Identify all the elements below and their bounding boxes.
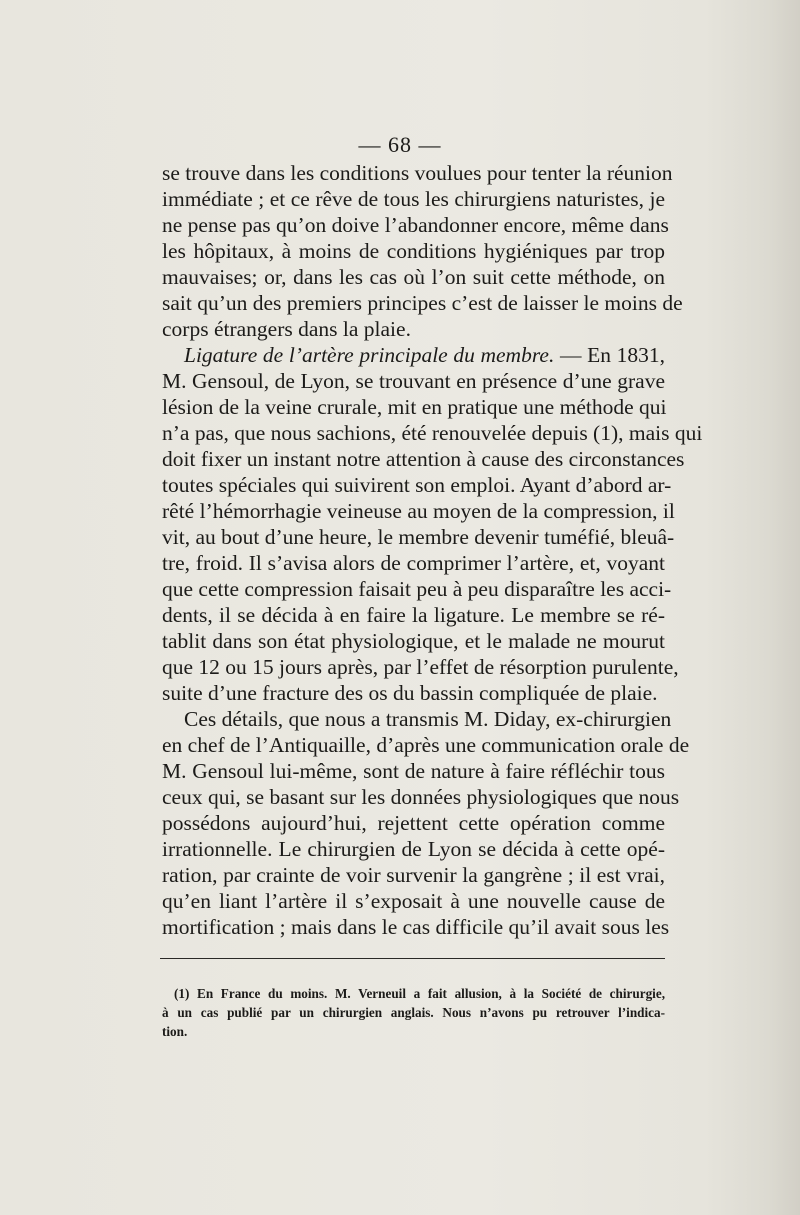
section-heading-rest: — En 1831, (554, 343, 665, 367)
text-line: M. Gensoul, de Lyon, se trouvant en présence d’une grave (162, 369, 665, 393)
text-line: que 12 ou 15 jours après, par l’effet de résorption purulente, (162, 655, 679, 679)
text-line: qu’en liant l’artère il s’exposait à une nouvelle cause de (162, 889, 665, 913)
footnote-divider (160, 958, 665, 959)
text-line: ne pense pas qu’on doive l’abandonner encore, même dans (162, 213, 669, 237)
body-text (162, 160, 703, 940)
text-line: mauvaises; or, dans les cas où l’on suit cette méthode, on (162, 265, 665, 289)
text-line: tre, froid. Il s’avisa alors de comprimer l’artère, et, voyant (162, 551, 665, 575)
text-line: suite d’une fracture des os du bassin compliquée de plaie. (162, 681, 658, 705)
text-line: que cette compression faisait peu à peu disparaître les acci- (162, 577, 672, 601)
text-line: irrationnelle. Le chirurgien de Lyon se décida à cette opé- (162, 837, 665, 861)
text-line: M. Gensoul lui-même, sont de nature à faire réfléchir tous (162, 759, 665, 783)
text-line: en chef de l’Antiquaille, d’après une communication orale de (162, 733, 690, 757)
text-line: vit, au bout d’une heure, le membre devenir tuméfié, bleuâ- (162, 525, 675, 549)
text-line: tablit dans son état physiologique, et le malade ne mourut (162, 629, 665, 653)
text-line: doit fixer un instant notre attention à cause des circonstances (162, 447, 685, 471)
text-line: corps étrangers dans la plaie. (162, 317, 411, 341)
text-line: dents, il se décida à en faire la ligature. Le membre se ré- (162, 603, 665, 627)
text-line: les hôpitaux, à moins de conditions hygiéniques par trop (162, 239, 665, 263)
footnote-line: (1) En France du moins. M. Verneuil a fait allusion, à la Société de chirurgie, (174, 986, 665, 1001)
text-line: rêté l’hémorrhagie veineuse au moyen de la compression, il (162, 499, 675, 523)
text-line: lésion de la veine crurale, mit en pratique une méthode qui (162, 395, 667, 419)
text-line: Ces détails, que nous a transmis M. Diday, ex-chirurgien (184, 707, 672, 731)
text-line: n’a pas, que nous sachions, été renouvelée depuis (1), mais qui (162, 421, 703, 445)
text-line: immédiate ; et ce rêve de tous les chirurgiens naturistes, je (162, 187, 665, 211)
text-line: mortification ; mais dans le cas difficile qu’il avait sous les (162, 915, 670, 939)
text-line: sait qu’un des premiers principes c’est de laisser le moins de (162, 291, 683, 315)
footnote-line: tion. (162, 1024, 188, 1039)
text-line: ceux qui, se basant sur les données physiologiques que nous (162, 785, 680, 809)
footnote-line: à un cas publié par un chirurgien anglais. Nous n’avons pu retrouver l’indica- (162, 1005, 665, 1020)
text-line: possédons aujourd’hui, rejettent cette opération comme (162, 811, 665, 835)
page-number: — 68 — (358, 132, 442, 157)
section-heading-line (162, 342, 665, 368)
text-line: se trouve dans les conditions voulues pour tenter la réunion (162, 161, 673, 185)
footnote (162, 984, 665, 1041)
text-line: toutes spéciales qui suivirent son emploi. Ayant d’abord ar- (162, 473, 672, 497)
text-line: ration, par crainte de voir survenir la gangrène ; il est vrai, (162, 863, 665, 887)
section-heading: Ligature de l’artère principale du membre. (184, 343, 555, 367)
